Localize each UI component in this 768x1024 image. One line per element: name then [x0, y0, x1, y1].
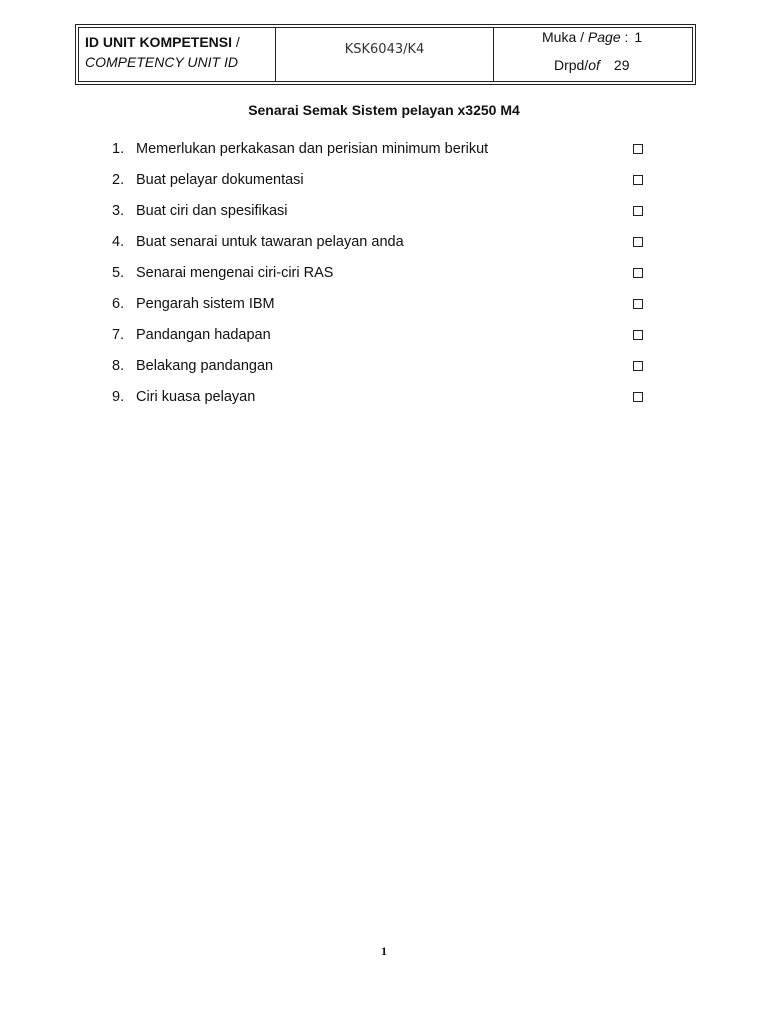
checklist-item: [0, 264, 768, 295]
checklist-checkbox[interactable]: [633, 206, 643, 216]
total-pages: 29: [613, 57, 630, 73]
of-label-of: of: [588, 57, 600, 73]
checklist-item-number: 4.: [112, 234, 125, 250]
checklist-item-number: 9.: [112, 389, 125, 405]
unit-code-cell: [276, 28, 494, 81]
checklist-item-number: 6.: [112, 296, 125, 312]
checklist-checkbox[interactable]: [633, 299, 643, 309]
checklist-checkbox[interactable]: [633, 361, 643, 371]
checklist-item-label: Buat ciri dan spesifikasi: [136, 203, 288, 219]
checklist-checkbox[interactable]: [633, 175, 643, 185]
checklist-checkbox[interactable]: [633, 330, 643, 340]
checklist-item: [0, 326, 768, 357]
checklist-item-label: Senarai mengenai ciri-ciri RAS: [136, 265, 334, 281]
checklist-item-label: Buat senarai untuk tawaran pelayan anda: [136, 234, 404, 250]
unit-id-cell: [79, 28, 276, 81]
of-label-drpd: Drpd/: [554, 57, 589, 73]
checklist-item: [0, 233, 768, 264]
checklist-item-number: 3.: [112, 203, 125, 219]
total-pages-row: [554, 57, 630, 73]
document-header: [75, 24, 696, 85]
footer-page-number: 1: [381, 944, 387, 958]
page-label-muka: Muka /: [542, 29, 588, 45]
page-number: 1: [634, 29, 643, 45]
checklist-item: [0, 295, 768, 326]
unit-id-label-line1: [85, 32, 275, 52]
checklist-item-number: 2.: [112, 172, 125, 188]
checklist-item-label: Buat pelayar dokumentasi: [136, 172, 304, 188]
checklist-item-number: 5.: [112, 265, 125, 281]
checklist-item: [0, 171, 768, 202]
checklist-item-label: Pandangan hadapan: [136, 327, 271, 343]
page-label-page: Page: [587, 29, 621, 45]
checklist-checkbox[interactable]: [633, 237, 643, 247]
checklist-item-number: 8.: [112, 358, 125, 374]
checklist-checkbox[interactable]: [633, 392, 643, 402]
unit-id-label-bold: ID UNIT KOMPETENSI: [85, 34, 233, 50]
page-number-row: [542, 29, 642, 45]
checklist-checkbox[interactable]: [633, 268, 643, 278]
checklist-item: [0, 357, 768, 388]
checklist-item: [0, 388, 768, 419]
unit-id-label-separator: /: [232, 34, 240, 50]
checklist-item-number: 1.: [112, 141, 125, 157]
checklist: [0, 140, 768, 419]
header-table-inner: [78, 27, 693, 82]
document-title: Senarai Semak Sistem pelayan x3250 M4: [248, 102, 520, 118]
checklist-item-number: 7.: [112, 327, 125, 343]
checklist-checkbox[interactable]: [633, 144, 643, 154]
page-info-cell: [494, 28, 692, 81]
checklist-item: [0, 140, 768, 171]
checklist-item-label: Ciri kuasa pelayan: [136, 389, 256, 405]
checklist-item-label: Memerlukan perkakasan dan perisian minimum berikut: [136, 141, 489, 157]
checklist-item: [0, 202, 768, 233]
unit-code: KSK6043/K4: [344, 42, 425, 57]
page-label-colon: :: [620, 29, 629, 45]
checklist-item-label: Belakang pandangan: [136, 358, 274, 374]
checklist-item-label: Pengarah sistem IBM: [136, 296, 275, 312]
unit-id-label-english: COMPETENCY UNIT ID: [85, 54, 238, 70]
